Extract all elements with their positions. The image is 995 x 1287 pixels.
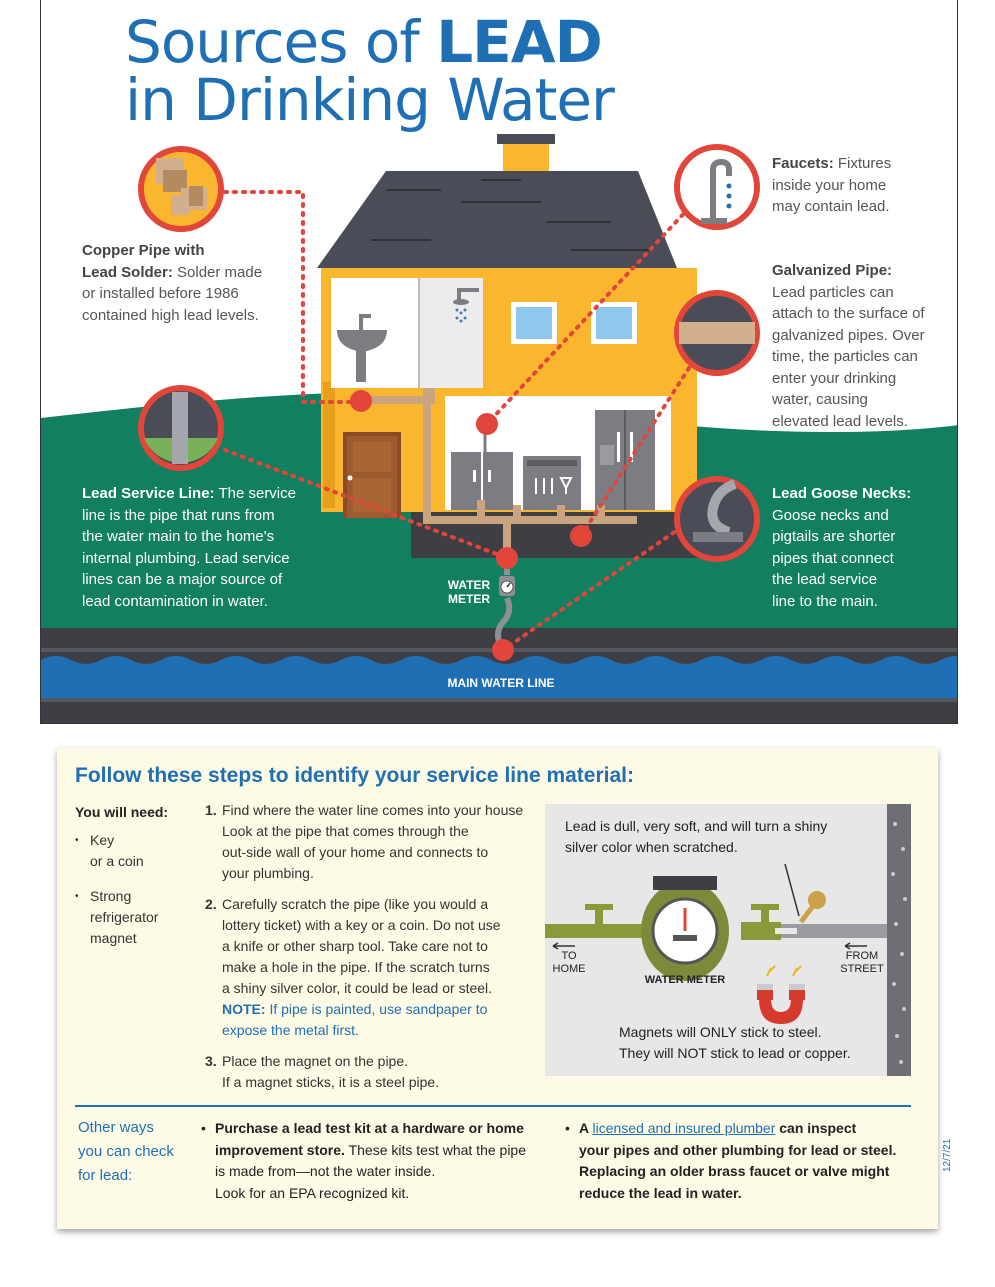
service-line-callout: Lead Service Line: The service line is the pipe that runs from the water main to the home's internal plumbing. Lead service lines can be a major source of lead contamination in water. — [82, 485, 296, 610]
goose-neck-callout: Lead Goose Necks: Goose necks and pigtails are shorter pipes that connect the lead service line to the main. — [772, 485, 912, 610]
roof — [317, 171, 677, 268]
other-ways-heading: Other ways you can check for lead: — [78, 1119, 174, 1184]
water-meter-label: WATER METER — [447, 578, 491, 606]
list-item: • Strong refrigerator magnet — [75, 886, 205, 949]
identify-steps-panel — [57, 748, 938, 1229]
infographic — [40, 0, 958, 724]
copper-pipe-icon — [141, 149, 221, 229]
arrow-left-icon-2 — [845, 943, 867, 949]
chimney — [503, 142, 549, 174]
galvanized-pipe-callout: Galvanized Pipe: Lead particles can attach to the surface of galvanized pipes. Over time, the particles can enter your drinking water, causing elevated lead levels. — [772, 262, 925, 430]
main-water-line-label: MAIN WATER LINE — [447, 676, 555, 690]
magnet-icon — [757, 966, 805, 1024]
arrow-left-icon — [553, 943, 575, 949]
test-kit-bullet: • Purchase a lead test kit at a hardware or home improvement store. These kits test what the pipe is made from—not the water inside. Look for an EPA recognized kit. — [201, 1120, 527, 1201]
faucet-icon — [677, 147, 757, 227]
step-2-note: NOTE: If pipe is painted, use sandpaper to expose the metal first. — [222, 1001, 488, 1038]
copper-pipe-callout: Copper Pipe with Lead Solder: Solder made or installed before 1986 contained high lead levels. — [82, 242, 263, 324]
panel-title: Follow these steps to identify your service line material: — [75, 764, 634, 787]
magnet-description: Magnets will ONLY stick to steel. They will NOT stick to lead or copper. — [619, 1024, 851, 1061]
from-street-label: FROM STREET — [840, 950, 884, 975]
step-1: 1. Find where the water line comes into your house Look at the pipe that comes through the out-side wall of your home and connects to your plumbing. — [205, 802, 524, 881]
shower-head — [453, 299, 469, 305]
you-will-need-heading: You will need: — [75, 804, 169, 820]
pipe-to-home — [545, 924, 655, 938]
plumber-bullet: • A licensed and insured plumber can inspect your pipes and other plumbing for lead or steel. Replacing an older brass faucet or valve might reduce the lead in water. — [565, 1120, 897, 1201]
document-date: 12/7/21 — [942, 1138, 953, 1172]
title-line-2: in Drinking Water — [125, 66, 614, 134]
lead-description: Lead is dull, very soft, and will turn a shiny silver color when scratched. — [565, 818, 828, 855]
title-line-1: Sources of LEAD — [125, 8, 602, 76]
to-home-label: TO HOME — [552, 950, 586, 975]
key-icon — [801, 891, 826, 922]
section-divider — [75, 1105, 911, 1107]
step-3: 3. Place the magnet on the pipe. If a magnet sticks, it is a steel pipe. — [205, 1053, 440, 1090]
water-meter-diagram-label: WATER METER — [644, 974, 726, 986]
plumber-link[interactable]: licensed and insured plumber — [592, 1120, 776, 1136]
faucets-callout: Faucets: Fixtures inside your home may contain lead. — [772, 155, 892, 215]
step-2: 2. Carefully scratch the pipe (like you would a lottery ticket) with a key or a coin. Do not use a knife or other sharp tool. Take care not to make a hole in the pipe. If the scratch turns a shiny silver color, it could be lead or steel. NOTE: If pipe is painted, use sandpaper to expose the metal first. — [205, 896, 501, 1038]
galvanized-pipe-icon — [677, 293, 757, 373]
scratch-magnet-diagram — [545, 804, 911, 1076]
needed-items-list — [75, 830, 205, 963]
service-line-icon — [141, 388, 221, 468]
steps-list — [205, 800, 545, 1103]
list-item: • Key or a coin — [75, 830, 205, 872]
goose-neck-icon — [677, 479, 757, 559]
